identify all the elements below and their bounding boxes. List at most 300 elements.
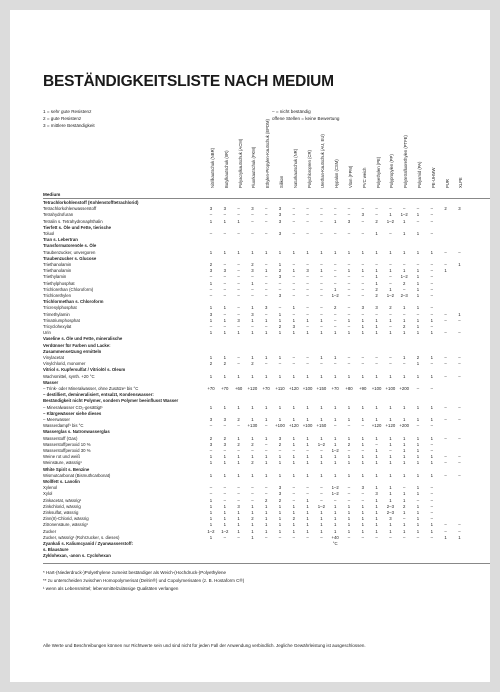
rating-cell: 1 [430, 528, 433, 534]
rating-cell: – [458, 522, 461, 528]
rating-cell: 1 [251, 280, 254, 286]
rating-cell: +60 [234, 386, 243, 391]
rating-cell: 1 [209, 404, 213, 410]
rating-cell: 3 [209, 268, 213, 274]
medium-name: Tetrahydrofuran [43, 212, 74, 218]
rating-cell: – [458, 330, 461, 336]
medium-name: Zyklohexan, -anon s. Cyclohexan [43, 553, 111, 559]
rating-cell: – [416, 206, 420, 212]
rating-cell: 1 [347, 317, 351, 323]
rating-cell: 3 [306, 268, 309, 274]
rating-cell: – [333, 274, 337, 280]
rating-cell: 1 [416, 212, 420, 218]
rating-cell: – [320, 293, 323, 298]
rating-cell: 1 [416, 448, 420, 453]
rating-cell: 1 [333, 286, 337, 292]
medium-name: Zucker, wässrig¹ (Rohrzucker, s. dieses) [43, 534, 120, 540]
page-title: BESTÄNDIGKEITSLISTE NACH MEDIUM [43, 73, 334, 90]
column-header: Nitrilkautschuk (NBR) [210, 147, 215, 188]
rating-cell: 1 [347, 404, 351, 410]
rating-cell: 1 [237, 373, 240, 379]
rating-cell: – [347, 231, 351, 236]
rating-cell: – [430, 491, 433, 497]
rating-cell: 1 [389, 330, 392, 336]
rating-cell: 1 [347, 510, 351, 515]
medium-name: Tetrachlorkohlenstoff (Kohlenstofftetrachlorid) [43, 200, 139, 205]
rating-cell: – [306, 212, 309, 218]
rating-cell: 1 [292, 268, 295, 274]
rating-cell: 1 [444, 534, 447, 540]
medium-name: Tricresylphosphat [43, 305, 77, 311]
rating-cell: 1 [223, 404, 226, 410]
rating-cell: – [306, 293, 309, 298]
rating-cell: – [361, 293, 364, 298]
rating-cell: 1 [209, 218, 213, 224]
rating-cell: – [223, 280, 226, 286]
rating-cell: – [458, 417, 461, 422]
rating-cell: 1 [333, 510, 337, 515]
footnote: ¹ wenn als Lebensmittel; lebensmittelzulässige Qualitäten verlangen [43, 585, 179, 591]
rating-cell: 1 [375, 373, 378, 379]
rating-cell: 3 [223, 417, 226, 422]
rating-cell: – [251, 218, 254, 224]
rating-cell: 1 [306, 516, 309, 522]
rating-cell: – [306, 274, 309, 280]
rating-cell: 1 [237, 516, 240, 522]
rating-cell: – [306, 324, 309, 329]
rating-cell: 3 [251, 206, 254, 212]
rating-cell: – [237, 274, 240, 280]
rating-cell: 1 [264, 249, 268, 255]
rating-cell: 2 [444, 206, 447, 212]
medium-name: Zucker [43, 528, 57, 534]
rating-cell: – [209, 485, 213, 491]
rating-cell: – [209, 212, 213, 218]
rating-cell: – [430, 231, 433, 236]
rating-cell: – [264, 206, 268, 212]
table-row [43, 510, 490, 516]
rating-cell: 1 [292, 460, 295, 466]
medium-name: Wasserstoffperoxid 30 % [43, 448, 91, 453]
rating-cell: – [320, 448, 323, 453]
rating-cell: 2 [278, 324, 282, 329]
rating-cell: 2–3 [386, 510, 394, 515]
rating-cell: 1 [416, 417, 420, 422]
rating-cell: 3 [237, 503, 240, 509]
rating-cell: – [320, 286, 323, 292]
rating-cell: 1 [375, 485, 378, 491]
rating-cell: – [375, 311, 378, 317]
rating-cell: 3 [209, 417, 213, 422]
table-row [43, 324, 490, 330]
rating-cell: 1 [320, 516, 323, 522]
rating-cell: 1 [320, 472, 323, 478]
rating-cell: 1 [430, 373, 433, 379]
rating-cell: – [306, 231, 309, 236]
rating-cell: 1 [251, 330, 254, 336]
rating-cell: 2 [278, 497, 282, 503]
rating-cell: – [278, 305, 282, 311]
rating-cell: – [347, 485, 351, 491]
rating-cell: – [320, 485, 323, 491]
table-row [43, 473, 490, 479]
rating-cell: 1 [292, 503, 295, 509]
medium-name: Wasserdampf¹ bis °C [43, 423, 84, 429]
rating-cell: – [320, 212, 323, 218]
rating-cell: 1 [361, 404, 364, 410]
rating-cell: 1 [209, 317, 213, 323]
table-row [43, 516, 490, 522]
rating-cell: 1 [375, 274, 378, 280]
rating-cell: – [306, 262, 309, 267]
rating-cell: – [458, 373, 461, 379]
rating-cell: – [430, 324, 433, 329]
medium-name: Xylenol [43, 485, 58, 491]
rating-cell: 1 [347, 454, 351, 460]
rating-cell: 1 [264, 330, 268, 336]
rating-cell: 1 [237, 522, 240, 528]
table-row [43, 380, 490, 386]
rating-cell: 1 [292, 522, 295, 528]
rating-cell: 1 [223, 305, 226, 311]
rating-cell: 1 [375, 497, 378, 503]
rating-cell: – [347, 324, 351, 329]
rating-cell: 1 [361, 522, 364, 528]
rating-cell: 1 [416, 249, 420, 255]
rating-cell: 1–2 [331, 485, 339, 491]
rating-cell: – [430, 293, 433, 298]
rating-cell: 1 [402, 317, 406, 323]
medium-name: Triethanolamin [43, 268, 72, 274]
rating-cell: 1 [375, 503, 378, 509]
column-header: Fluorkautschuk (FKM) [251, 146, 257, 188]
rating-cell: – [416, 262, 420, 267]
rating-cell: 1 [251, 317, 254, 323]
rating-cell: – [347, 212, 351, 218]
medium-name: – Mineralwasser CO₂-gesättigt¹ [43, 404, 103, 410]
rating-cell: – [278, 534, 282, 540]
rating-cell: – [430, 361, 433, 367]
rating-cell: – [320, 497, 323, 503]
rating-cell: – [416, 423, 420, 429]
rating-cell: 1 [264, 460, 268, 466]
rating-cell: 1 [292, 528, 295, 534]
rating-cell: 1 [209, 460, 213, 466]
rating-cell: 1 [430, 249, 433, 255]
medium-name: – Trink- oder Mineralwasser, ohne Zusätze¹ bis °C [43, 386, 139, 391]
rating-cell: – [375, 262, 378, 267]
rating-cell: 3 [223, 268, 226, 274]
rating-cell: – [375, 441, 378, 447]
rating-cell: 1 [251, 472, 254, 478]
rating-cell: 1 [251, 454, 254, 460]
table-row [43, 256, 490, 262]
table-row [43, 281, 490, 287]
column-header: PUR [444, 179, 450, 188]
rating-cell: 1 [223, 516, 226, 522]
rating-cell: – [264, 441, 268, 447]
rating-cell: – [292, 497, 295, 503]
rating-cell: 1 [264, 435, 268, 441]
table-row [43, 355, 490, 361]
rating-cell: 1–2 [221, 528, 229, 534]
rating-cell: – [347, 206, 351, 212]
medium-name: Vinylacetat [43, 355, 64, 360]
rating-cell: 3 [361, 305, 364, 311]
rating-cell: 1 [333, 454, 337, 460]
rating-cell: – [237, 485, 240, 491]
medium-name: Weinsäure, wässrig¹ [43, 460, 82, 466]
rating-cell: 1 [444, 268, 447, 274]
rating-cell: 2 [209, 262, 213, 267]
rating-cell: – [320, 305, 323, 311]
rating-cell: 3 [458, 206, 461, 212]
rating-cell: 1 [389, 472, 392, 478]
column-header: Viton (FPM) [348, 165, 353, 188]
rating-cell: 1 [416, 324, 420, 329]
rating-cell: – [389, 361, 392, 367]
medium-name: Wasser [43, 379, 59, 385]
rating-cell: – [361, 286, 364, 292]
rating-cell: – [251, 231, 254, 236]
rating-cell: – [458, 460, 461, 466]
rating-cell: +100 [385, 386, 396, 391]
rating-cell: 1 [209, 454, 213, 460]
rating-cell: – [458, 528, 461, 534]
rating-cell: 1 [209, 516, 213, 522]
rating-cell: – [389, 280, 392, 286]
rating-cell: – [402, 361, 406, 367]
rating-cell: – [333, 268, 337, 274]
rating-cell: – [444, 435, 447, 441]
rating-cell: – [223, 212, 226, 218]
rating-cell: – [458, 249, 461, 255]
rating-cell: 1 [402, 268, 406, 274]
rating-cell: – [458, 404, 461, 410]
rating-cell: 1 [333, 249, 337, 255]
rating-cell: 3 [292, 324, 295, 329]
rating-cell: 1 [237, 218, 240, 224]
rating-cell: – [320, 311, 323, 317]
rating-cell: – [320, 491, 323, 497]
rating-cell: 1 [320, 330, 323, 336]
rating-cell: 1 [292, 404, 295, 410]
legend-item: – = nicht beständig [272, 109, 311, 114]
rating-cell: – [458, 317, 461, 323]
rating-cell: 1 [278, 503, 282, 509]
table-row [43, 212, 490, 218]
rating-cell: – [237, 305, 240, 311]
rating-cell: – [320, 324, 323, 329]
column-header: Polytetrafluorethylen (PTFE) [403, 135, 409, 188]
disclaimer: Alle Werte und Beschreibungen können nur Richtwerte sein und sind nicht für jeden Fall der Anwendung verbindlich. Jegliche Gewährleistung ist ausgeschlossen. [43, 643, 366, 648]
rating-cell: – [361, 361, 364, 367]
rating-cell: – [347, 491, 351, 497]
rating-cell: 1 [361, 373, 364, 379]
medium-name: Zitronensäure, wässrig¹ [43, 522, 88, 528]
rating-cell: 1 [223, 218, 226, 224]
rating-cell: 2 [402, 503, 406, 509]
rating-cell: 1 [389, 454, 392, 460]
rating-cell: – [251, 324, 254, 329]
rating-cell: – [223, 293, 226, 298]
rating-cell: – [389, 206, 392, 212]
rating-cell: 1 [416, 503, 420, 509]
rating-cell: – [430, 218, 433, 224]
rating-cell: 1 [320, 373, 323, 379]
rating-cell: 1 [402, 404, 406, 410]
rating-cell: – [444, 317, 447, 323]
rating-cell: +100 [302, 423, 313, 429]
rating-cell: 1 [416, 516, 420, 522]
rating-cell: 1 [402, 435, 406, 441]
rating-cell: 1 [402, 330, 406, 336]
rating-cell: – [333, 206, 337, 212]
rating-cell: 1 [264, 417, 268, 422]
rating-cell: 1 [306, 373, 309, 379]
footnote: * Hart-(Niederdruck-)Polyethylene zumeist beständiger als Weich-(Hochdruck-)Polyethylene [43, 569, 226, 575]
rating-cell: 1 [416, 460, 420, 466]
rating-cell: 1 [402, 305, 406, 311]
rating-cell: – [416, 497, 420, 503]
rating-cell: 1 [361, 249, 364, 255]
rating-cell: – [444, 460, 447, 466]
medium-name: Wismutcarbonat (Bismuthcarbonat) [43, 472, 111, 478]
rating-cell: – [430, 503, 433, 509]
rating-cell: – [264, 324, 268, 329]
rating-cell: 1 [306, 497, 309, 503]
rating-cell: 1 [375, 249, 378, 255]
rating-cell: 1 [389, 286, 392, 292]
table-row [43, 243, 490, 249]
medium-name: Traubenzucker s. Glucose [43, 255, 97, 261]
table-row [43, 479, 490, 485]
rating-cell: 1 [347, 435, 351, 441]
rating-cell: 1 [416, 293, 420, 298]
rating-cell: 3 [251, 268, 254, 274]
rating-cell: 1 [402, 218, 406, 224]
column-header: Polyacrylkautschuk (ACM) [237, 138, 243, 188]
rating-cell: 1 [402, 528, 406, 534]
rating-cell: 1 [375, 231, 378, 236]
rating-cell: 2 [416, 355, 420, 360]
rating-cell: 1 [375, 435, 378, 441]
rating-cell: 2 [347, 441, 351, 447]
rating-cell: 1 [416, 441, 420, 447]
rating-cell: 2 [375, 218, 378, 224]
rating-cell: 1 [347, 503, 351, 509]
rating-cell: 1 [375, 330, 378, 336]
rating-cell: – [237, 231, 240, 236]
rating-cell: – [264, 262, 268, 267]
rating-cell: 1 [402, 510, 406, 515]
medium-name: Zinkchlorid, wässrig [43, 503, 81, 509]
table-row [43, 522, 490, 528]
rating-cell: 1 [292, 435, 295, 441]
rating-cell: 1 [251, 435, 254, 441]
table-row [43, 411, 490, 417]
rating-cell: 3 [278, 231, 282, 236]
rating-cell: +100 [371, 386, 382, 391]
rating-cell: 1 [375, 404, 378, 410]
rating-cell: 1 [333, 503, 337, 509]
rating-cell: 1 [320, 528, 323, 534]
table-row [43, 293, 490, 299]
rating-cell: 1 [320, 268, 323, 274]
rating-cell: +120 [371, 423, 382, 429]
rating-cell: 1 [306, 417, 309, 422]
rating-cell: 1 [389, 373, 392, 379]
table-row [43, 237, 490, 243]
rating-cell: – [237, 280, 240, 286]
rating-cell: 1–2 [331, 448, 339, 453]
rating-cell: – [306, 280, 309, 286]
table-row [43, 541, 490, 547]
rating-cell: – [292, 231, 295, 236]
rating-cell: – [430, 386, 433, 391]
rating-cell: 1 [237, 528, 240, 534]
rating-cell: 1 [416, 373, 420, 379]
rating-cell: 1 [264, 516, 268, 522]
rating-cell: 1 [416, 317, 420, 323]
rating-cell: – [333, 317, 337, 323]
rating-cell: – [306, 311, 309, 317]
medium-name: Tricyclohexylat [43, 324, 72, 329]
table-row [43, 305, 490, 311]
medium-name: White Spirit s. Benzine [43, 466, 90, 472]
rating-cell: 1 [416, 305, 420, 311]
rating-cell: 1 [306, 249, 309, 255]
rating-cell: 1 [223, 472, 226, 478]
rating-cell: 1 [361, 516, 364, 522]
rating-cell: 1 [361, 503, 364, 509]
column-header: Polychloropren (CR) [306, 150, 312, 188]
rating-cell: 1 [389, 485, 392, 491]
column-header: XLPE [458, 177, 464, 188]
rating-cell: 1 [278, 510, 282, 515]
table-row [43, 262, 490, 268]
rating-cell: 1 [402, 441, 406, 447]
rating-cell: 1 [347, 522, 351, 528]
rating-cell: 1 [278, 373, 282, 379]
rating-cell: 1 [361, 268, 364, 274]
rating-cell: 1 [306, 317, 309, 323]
rating-cell: 1 [223, 454, 226, 460]
rating-cell: 1 [402, 231, 406, 236]
rating-cell: 1 [402, 491, 406, 497]
rating-cell: +40 °C [331, 534, 339, 546]
rating-cell: 1 [347, 460, 351, 466]
rating-cell: 1 [223, 317, 226, 323]
column-header: Silikon [279, 175, 284, 188]
rating-cell: 1 [251, 510, 254, 515]
rating-cell: – [402, 311, 406, 317]
rating-cell: – [306, 355, 309, 360]
rating-cell: 1 [292, 373, 295, 379]
rating-cell: 1 [389, 404, 392, 410]
rating-cell: 1 [223, 522, 226, 528]
rating-cell: 1 [416, 361, 420, 367]
table-row [43, 448, 490, 454]
rating-cell: – [444, 361, 447, 367]
rating-cell: – [458, 435, 461, 441]
rating-cell: 1 [389, 435, 392, 441]
rating-cell: – [402, 516, 406, 522]
rating-cell: 1 [333, 528, 337, 534]
rating-cell: 1 [402, 454, 406, 460]
rating-cell: 1 [278, 516, 282, 522]
rating-cell: – [444, 528, 447, 534]
